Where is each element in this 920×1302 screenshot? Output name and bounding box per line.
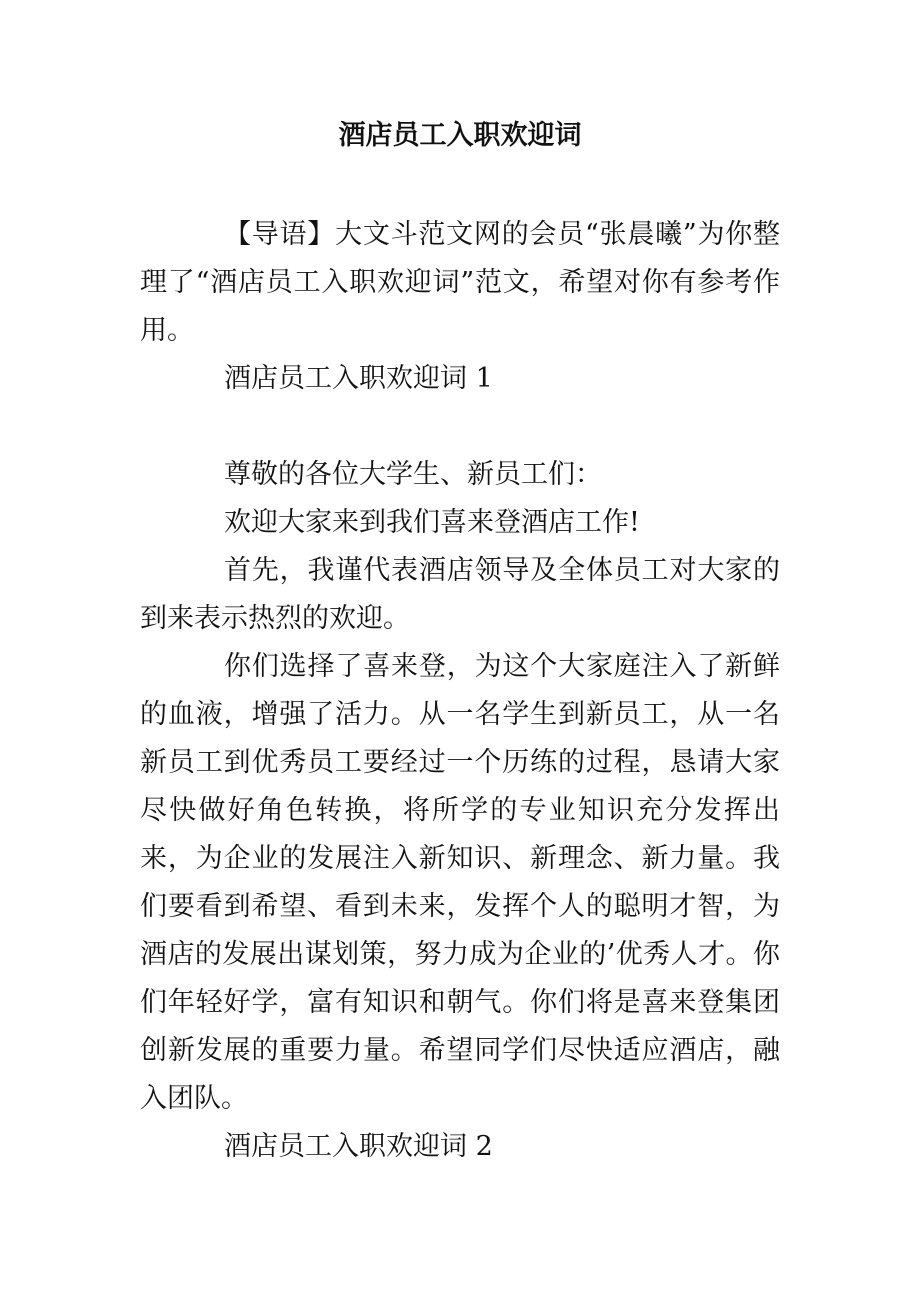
salutation-paragraph: 尊敬的各位大学生、新员工们： bbox=[224, 459, 602, 490]
document-title: 酒店员工入职欢迎词 bbox=[338, 120, 582, 151]
main-paragraph: 你们选择了喜来登，为这个大家庭注入了新鲜的血液，增强了活力。从一名学生到新员工，从一名新员工到优秀员工要经过一个历练的过程，恳请大家尽快做好角色转换，将所学的专业知识充分发挥出来，为企业的发展注入新知识、新理念、新力量。我们要看到希望、看到未来，发挥个人的聪明才智，为酒店的发展出谋划策，努力成为企业的’优秀人才。你们年轻好学，富有知识和朝气。你们将是喜来登集团创新发展的重要力量。希望同学们尽快适应酒店，融入团队。 bbox=[140, 651, 780, 1114]
section-heading-2: 酒店员工入职欢迎词 2 bbox=[224, 1131, 493, 1162]
blank-line bbox=[140, 403, 780, 451]
section-heading-1: 酒店员工入职欢迎词 1 bbox=[224, 363, 493, 394]
document-body bbox=[140, 211, 780, 1171]
intro-paragraph: 【导语】大文斗范文网的会员“张晨曦”为你整理了“酒店员工入职欢迎词”范文，希望对你有参考作用。 bbox=[140, 219, 780, 346]
welcome-paragraph: 欢迎大家来到我们喜来登酒店工作! bbox=[224, 507, 640, 538]
first-paragraph: 首先，我谨代表酒店领导及全体员工对大家的到来表示热烈的欢迎。 bbox=[140, 555, 780, 634]
